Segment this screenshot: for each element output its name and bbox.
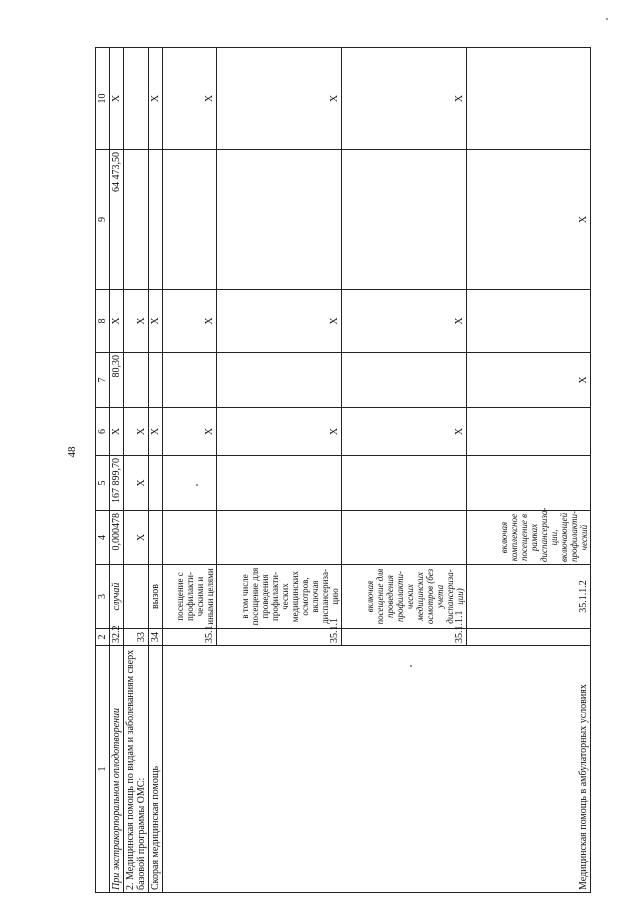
header-row	[96, 48, 110, 893]
cell-col-4	[467, 456, 591, 511]
cell-col-8: X	[149, 290, 163, 353]
header-col-3: 3	[96, 565, 110, 629]
cell-col-9	[217, 150, 342, 290]
row-number: 35.1.1.2	[467, 565, 591, 629]
unit-cell: включая посещение для проведения профилакти-ческих медицинских осмотров (без учета диспансериза-ции)	[342, 565, 467, 629]
cell-col-10: X	[163, 48, 217, 150]
cell-col-9	[124, 150, 149, 290]
cell-col-5: 167 899,70	[110, 456, 124, 511]
unit-cell: включая комплексное посещение в рамках диспансериза-ции, включающей профилакти-ческий	[467, 511, 591, 565]
cell-col-6: X	[124, 408, 149, 456]
cell-col-8: X	[217, 290, 342, 353]
rotated-table-area	[95, 48, 589, 893]
cell-col-6: X	[467, 353, 591, 408]
header-col-6: 6	[96, 408, 110, 456]
cell-col-7	[342, 353, 467, 408]
cell-col-5	[467, 408, 591, 456]
cell-col-6: X	[149, 408, 163, 456]
cell-col-4	[217, 511, 342, 565]
unit-cell: случай	[110, 565, 124, 629]
cell-col-7	[467, 290, 591, 353]
cell-col-7	[149, 353, 163, 408]
page-number: 48	[66, 446, 78, 458]
header-col-2: 2	[96, 629, 110, 646]
cell-col-7	[124, 353, 149, 408]
table-rotator	[95, 48, 589, 893]
row-number: 34	[149, 629, 163, 646]
table-row	[149, 48, 163, 893]
cell-col-8: X	[342, 290, 467, 353]
scan-speck	[606, 18, 608, 20]
header-col-10: 10	[96, 48, 110, 150]
cell-col-9	[467, 48, 591, 150]
tariff-table	[95, 47, 591, 893]
unit-cell	[124, 565, 149, 629]
cell-col-9: 64 473,50	[110, 150, 124, 290]
cell-col-10	[124, 48, 149, 150]
cell-col-4: 0,000478	[110, 511, 124, 565]
cell-col-4: X	[124, 511, 149, 565]
header-col-8: 8	[96, 290, 110, 353]
table-row	[110, 48, 124, 893]
row-number: 35.1.1	[217, 629, 342, 646]
row-name: Скорая медицинская помощь	[149, 646, 163, 893]
cell-col-4	[149, 511, 163, 565]
cell-col-7	[217, 353, 342, 408]
row-number: 33	[124, 629, 149, 646]
cell-col-5	[163, 456, 217, 511]
cell-col-10: X	[110, 48, 124, 150]
unit-cell: в том числе посещение для проведения профилакти-ческих медицинских осмотров, включая диспансериза-цию	[217, 565, 342, 629]
cell-col-5	[149, 456, 163, 511]
row-number: 32.2	[110, 629, 124, 646]
cell-col-5	[217, 456, 342, 511]
table-row	[124, 48, 149, 893]
cell-col-5: X	[124, 456, 149, 511]
cell-col-5	[342, 456, 467, 511]
row-number: 35.1.1.1	[342, 629, 467, 646]
cell-col-7: 80,30	[110, 353, 124, 408]
cell-col-6: X	[163, 408, 217, 456]
unit-cell: посещение с профилакти-ческими и иными целями	[163, 565, 217, 629]
scan-speck	[196, 484, 198, 486]
table-row	[163, 48, 217, 893]
header-col-4: 4	[96, 511, 110, 565]
cell-col-8: X	[163, 290, 217, 353]
cell-col-7	[163, 353, 217, 408]
cell-col-9	[163, 150, 217, 290]
cell-col-4	[342, 511, 467, 565]
cell-col-10: X	[342, 48, 467, 150]
cell-col-9	[342, 150, 467, 290]
cell-col-10: X	[217, 48, 342, 150]
cell-col-4	[163, 511, 217, 565]
row-name: При экстракорпоральном оплодотворении	[110, 646, 124, 893]
row-name: 2. Медицинская помощь по видам и заболеваниям сверх базовой программы ОМС:	[124, 646, 149, 893]
scan-speck	[410, 665, 412, 667]
header-col-5: 5	[96, 456, 110, 511]
cell-col-6: X	[110, 408, 124, 456]
unit-cell: вызов	[149, 565, 163, 629]
cell-col-6: X	[217, 408, 342, 456]
header-col-9: 9	[96, 150, 110, 290]
cell-col-10: X	[149, 48, 163, 150]
ambulatory-label: Медицинская помощь в амбулаторных условиях	[163, 646, 591, 893]
cell-col-6: X	[342, 408, 467, 456]
row-name	[467, 629, 591, 646]
header-col-7: 7	[96, 353, 110, 408]
row-number: 35.1	[163, 629, 217, 646]
cell-col-8: X	[110, 290, 124, 353]
header-col-1: 1	[96, 646, 110, 893]
cell-col-9	[149, 150, 163, 290]
cell-col-8: X	[467, 150, 591, 290]
cell-col-8: X	[124, 290, 149, 353]
